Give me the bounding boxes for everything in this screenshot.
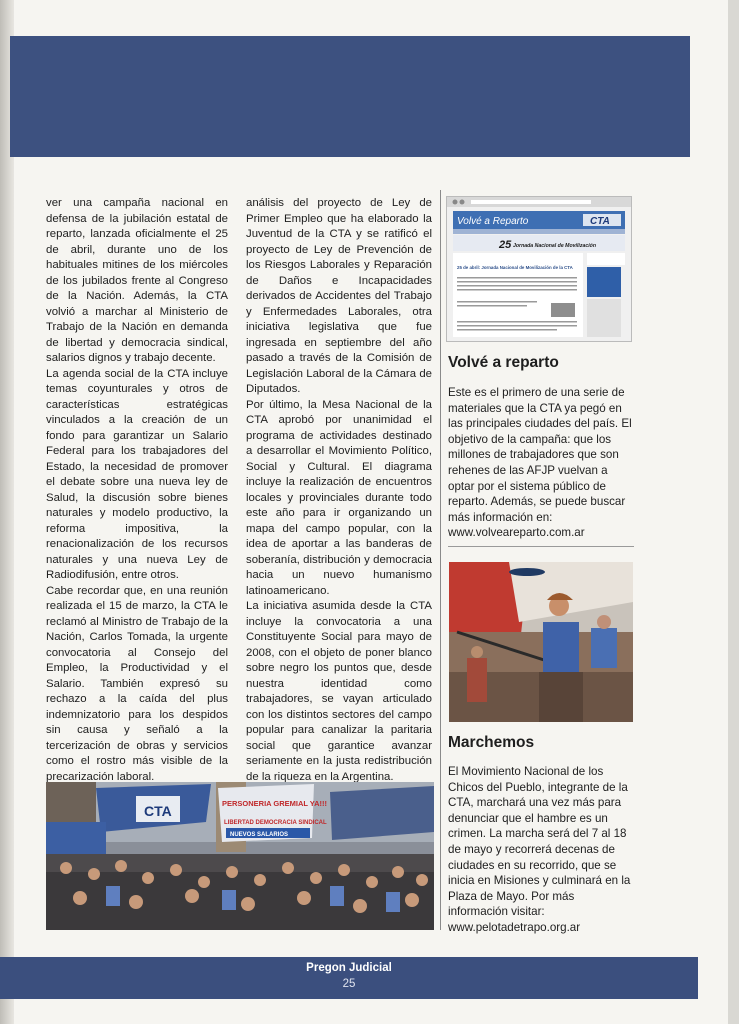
screenshot-header-text: Volvé a Reparto (457, 216, 529, 227)
publication-name: Pregon Judicial (306, 962, 392, 974)
sidebar-title: Volvé a reparto (448, 354, 559, 371)
sidebar-marchemos (448, 734, 632, 936)
banner-text-personeria: PERSONERIA GREMIAL YA!!! (222, 799, 328, 808)
screenshot-banner-text: Jornada Nacional de Movilización (513, 243, 597, 249)
article-column-1 (46, 196, 228, 801)
sidebar-title: Marchemos (448, 734, 535, 751)
header-band (10, 36, 690, 157)
sidebar-text: Este es el primero de una serie de materiales que la CTA ya pegó en las principales ciudades del país. El objetivo de la campaña: que los millones de trabajadores que son rehenes de las AFJP vuelvan a optar por el sistema público de reparto. Además, se puede buscar más información en: www.volveareparto.com.ar (448, 386, 632, 540)
children-march-photo (449, 562, 633, 722)
col1-paragraph: La agenda social de la CTA incluye temas coyunturales y otros de características estratégicas vinculados a la creación de un fondo para garantizar un Salario Federal para los trabajadores del Estado, la necesidad de promover el debate sobre una nueva ley de Salud, la discusión sobre bienes naturales y modelo productivo, la reforma impositiva, la renacionalización de los recursos naturales y una nueva Ley de Radiodifusión, entre otros. (46, 367, 228, 581)
banner-text-cta: CTA (144, 803, 172, 819)
col2-paragraph: análisis del proyecto de Ley de Primer Empleo que ha elaborado la Juventud de la CTA y se ratificó el proyecto de Ley de Prevención de los Riesgos Laborales y Reparación de Daños e Incapacidades derivados de Accidentes del Trabajo y Enfermedades Laborales, otra iniciativa legislativa que fue ingresada en septiembre del año pasado a través de la Comisión de Legislación Laboral de la Cámara de Diputados. (246, 197, 432, 395)
banner-text-salarios: NUEVOS SALARIOS (230, 832, 289, 838)
column-divider (440, 190, 441, 930)
col2-paragraph: Por último, la Mesa Nacional de la CTA aprobó por unanimidad el programa de actividades destinado a desarrollar el Movimiento Político, Social y Cultural. El diagrama incluye la realización de encuentros locales y provinciales durante todo este año para ir organizando un mapa del campo popular, con la idea de aportar a las banderas de soberanía, distribución y democracia hacia un nuevo humanismo latinoamericano. (246, 398, 432, 597)
screenshot-logo: CTA (590, 216, 610, 227)
col1-paragraph: ver una campaña nacional en defensa de la jubilación estatal de reparto, lanzada oficialmente el 25 de abril, durante uno de los habituales mitines de los miércoles de los jubilados frente al Congreso de la Nación. Además, la CTA volvió a marchar al Ministerio de Trabajo de la Nación en demanda de libertad y democracia sindical, salarios dignos y trabajo decente. (46, 197, 228, 364)
banner-text-libertad: LIBERTAD DEMOCRACIA SINDICAL (224, 820, 327, 826)
sidebar-divider (448, 546, 634, 547)
col1-paragraph: Cabe recordar que, en una reunión realizada el 15 de marzo, la CTA le reclamó al Ministro de Trabajo de la Nación, Carlos Tomada, la urgente convocatoria al Consejo del Empleo, la Productividad y el Salario. También expresó su rechazo a la caída del plus indemnizatorio para los despidos sin causa y señaló a la tercerización de obras y servicios como el rostro más visible de la precarización laboral. (46, 584, 228, 783)
march-crowd-photo (46, 782, 434, 930)
col2-paragraph: La iniciativa asumida desde la CTA incluye la convocatoria a una Constituyente Social para mayo de 2008, con el objeto de poner blanco sobre negro los puntos que, desde nuestra identidad como trabajadores, se vayan articulado con los distintos sectores del campo popular para canalizar la paritaria social que garantice avanzar seriamente en la justa redistribución de la riqueza en la Argentina. (246, 600, 432, 783)
screenshot-headline: 25 de abril: Jornada Nacional de Movilización de la CTA (457, 265, 573, 270)
sidebar-volve-a-reparto (448, 354, 632, 541)
page-number: 25 (342, 978, 356, 990)
sidebar-text: El Movimiento Nacional de los Chicos del Pueblo, integrante de la CTA, marchará una vez más para denunciar que el hambre es un crimen. La marcha será del 7 al 18 de mayo y recorrerá decenas de ciudades en su recorrido, que se inicia en Misiones y culminará en la Plaza de Mayo. Por más información visitar: www.pelotadetrapo.org.ar (448, 765, 631, 934)
screenshot-banner-number: 25 (499, 239, 512, 251)
website-screenshot (446, 196, 632, 342)
article-column-2 (246, 196, 432, 785)
